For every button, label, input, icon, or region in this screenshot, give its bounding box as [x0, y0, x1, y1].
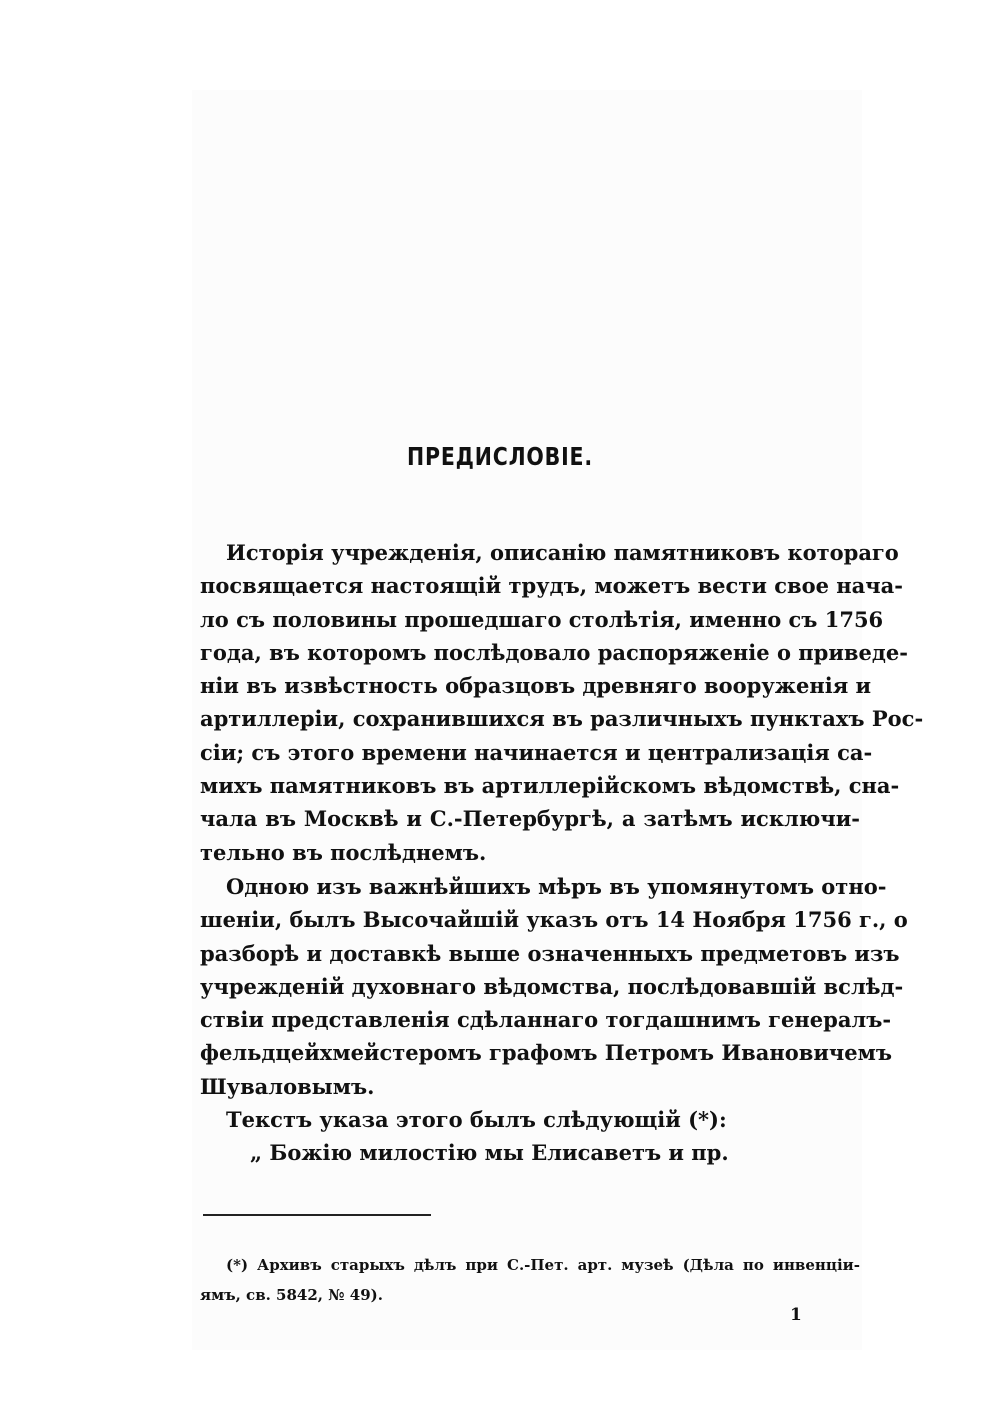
quote-line: „ Божію милостію мы Елисаветъ и пр. — [250, 1140, 729, 1166]
text-line: Одною изъ важнѣйшихъ мѣръ въ упомянутомъ отно- — [226, 874, 887, 899]
paragraph-1 — [200, 536, 924, 869]
footnote — [200, 1250, 860, 1310]
text-line: ствіи представленія сдѣланнаго тогдашнимъ генералъ- — [200, 1007, 892, 1033]
text-line: шеніи, былъ Высочайшій указъ отъ 14 Ноября 1756 г., о — [200, 907, 908, 933]
text-line: посвящается настоящій трудъ, можетъ вести свое нача- — [200, 573, 903, 599]
text-line: ло съ половины прошедшаго столѣтія, именно съ 1756 — [200, 606, 884, 632]
text-line: михъ памятниковъ въ артиллерійскомъ вѣдомствѣ, сна- — [200, 773, 900, 799]
text-line: тельно въ послѣднемъ. — [200, 839, 487, 865]
text-line: фельдцейхмейстеромъ графомъ Петромъ Ивановичемъ — [200, 1040, 893, 1066]
text-line: Исторія учрежденія, описанію памятниковъ котораго — [226, 540, 899, 565]
footnote-line: (*) Архивъ старыхъ дѣлъ при С.-Пет. арт. музеѣ (Дѣла по инвенціи- — [226, 1256, 860, 1274]
paragraph-3 — [200, 1103, 860, 1170]
text-line: ніи въ извѣстность образцовъ древняго вооруженія и — [200, 673, 872, 699]
page-number: 1 — [790, 1305, 802, 1325]
footnote-line: ямъ, св. 5842, № 49). — [200, 1286, 383, 1304]
text-line: сіи; съ этого времени начинается и централизація са- — [200, 739, 873, 765]
text-line: разборѣ и доставкѣ выше означенныхъ предметовъ изъ — [200, 940, 900, 966]
text-line: года, въ которомъ послѣдовало распоряженіе о приведе- — [200, 639, 908, 665]
paragraph-2 — [200, 870, 908, 1103]
text-line: учрежденій духовнаго вѣдомства, послѣдовавшій вслѣд- — [200, 973, 904, 999]
text-line: чала въ Москвѣ и С.-Петербургѣ, а затѣмъ исключи- — [200, 806, 860, 832]
text-line: Текстъ указа этого былъ слѣдующій (*): — [226, 1107, 727, 1132]
text-line: артиллеріи, сохранившихся въ различныхъ пунктахъ Рос- — [200, 706, 924, 732]
text-line: Шуваловымъ. — [200, 1073, 375, 1099]
page-title: ПРЕДИСЛОВІЕ. — [407, 442, 593, 471]
footnote-divider — [203, 1214, 431, 1216]
